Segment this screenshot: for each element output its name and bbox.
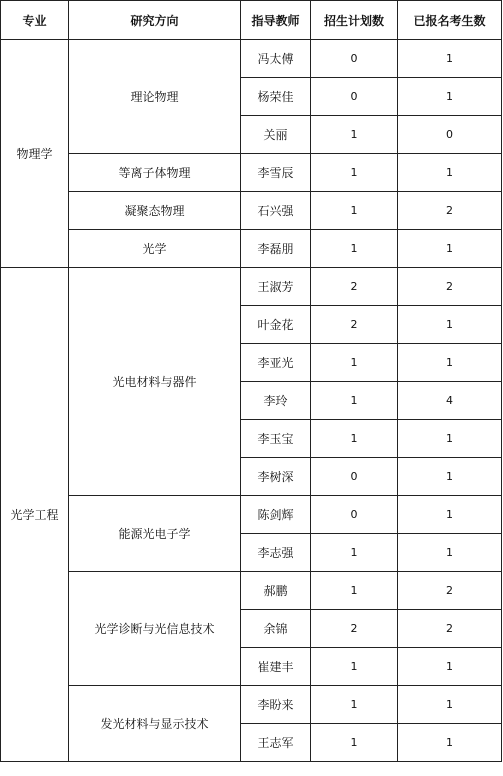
- applicants-cell: 2: [398, 572, 502, 610]
- direction-cell: 光学: [69, 230, 241, 268]
- applicants-cell: 2: [398, 268, 502, 306]
- direction-cell: 光学诊断与光信息技术: [69, 572, 241, 686]
- quota-cell: 1: [311, 420, 398, 458]
- applicants-cell: 1: [398, 724, 502, 762]
- direction-cell: 凝聚态物理: [69, 192, 241, 230]
- applicants-cell: 1: [398, 306, 502, 344]
- quota-cell: 0: [311, 458, 398, 496]
- direction-cell: 发光材料与显示技术: [69, 686, 241, 762]
- header-major: 专业: [1, 1, 69, 40]
- major-cell: 光学工程: [1, 268, 69, 762]
- advisor-cell: 李盼来: [241, 686, 311, 724]
- quota-cell: 1: [311, 686, 398, 724]
- quota-cell: 1: [311, 572, 398, 610]
- quota-cell: 1: [311, 724, 398, 762]
- quota-cell: 1: [311, 230, 398, 268]
- advisor-cell: 李雪辰: [241, 154, 311, 192]
- header-advisor: 指导教师: [241, 1, 311, 40]
- table-row: [1, 572, 502, 610]
- applicants-cell: 1: [398, 534, 502, 572]
- quota-cell: 1: [311, 192, 398, 230]
- applicants-cell: 1: [398, 40, 502, 78]
- advisor-cell: 关丽: [241, 116, 311, 154]
- table-row: [1, 230, 502, 268]
- advisor-cell: 李玲: [241, 382, 311, 420]
- advisor-cell: 王志军: [241, 724, 311, 762]
- quota-cell: 2: [311, 610, 398, 648]
- applicants-cell: 1: [398, 496, 502, 534]
- table-row: [1, 154, 502, 192]
- header-direction: 研究方向: [69, 1, 241, 40]
- quota-cell: 1: [311, 344, 398, 382]
- direction-cell: 理论物理: [69, 40, 241, 154]
- quota-cell: 0: [311, 78, 398, 116]
- quota-cell: 2: [311, 306, 398, 344]
- advisor-cell: 石兴强: [241, 192, 311, 230]
- header-row: [1, 1, 502, 40]
- advisor-cell: 叶金花: [241, 306, 311, 344]
- table-row: [1, 192, 502, 230]
- advisor-cell: 李树深: [241, 458, 311, 496]
- advisor-cell: 李玉宝: [241, 420, 311, 458]
- applicants-cell: 4: [398, 382, 502, 420]
- quota-cell: 2: [311, 268, 398, 306]
- major-cell: 物理学: [1, 40, 69, 268]
- advisor-cell: 陈剑辉: [241, 496, 311, 534]
- table-row: [1, 686, 502, 724]
- direction-cell: 光电材料与器件: [69, 268, 241, 496]
- direction-cell: 等离子体物理: [69, 154, 241, 192]
- advisor-cell: 冯太傅: [241, 40, 311, 78]
- quota-cell: 1: [311, 154, 398, 192]
- table-row: [1, 40, 502, 78]
- quota-cell: 0: [311, 40, 398, 78]
- advisor-cell: 李志强: [241, 534, 311, 572]
- applicants-cell: 1: [398, 458, 502, 496]
- table-row: [1, 268, 502, 306]
- advisor-cell: 李磊朋: [241, 230, 311, 268]
- advisor-cell: 王淑芳: [241, 268, 311, 306]
- advisor-cell: 杨荣佳: [241, 78, 311, 116]
- advisor-cell: 郝鹏: [241, 572, 311, 610]
- quota-cell: 1: [311, 534, 398, 572]
- applicants-cell: 1: [398, 154, 502, 192]
- applicants-cell: 1: [398, 344, 502, 382]
- quota-cell: 1: [311, 648, 398, 686]
- header-applicants: 已报名考生数: [398, 1, 502, 40]
- quota-cell: 1: [311, 116, 398, 154]
- advisor-cell: 李亚光: [241, 344, 311, 382]
- advisor-cell: 崔建丰: [241, 648, 311, 686]
- table-row: [1, 496, 502, 534]
- applicants-cell: 1: [398, 78, 502, 116]
- direction-cell: 能源光电子学: [69, 496, 241, 572]
- header-quota: 招生计划数: [311, 1, 398, 40]
- applicants-cell: 1: [398, 686, 502, 724]
- quota-cell: 1: [311, 382, 398, 420]
- quota-cell: 0: [311, 496, 398, 534]
- advisor-cell: 余锦: [241, 610, 311, 648]
- applicants-cell: 1: [398, 648, 502, 686]
- applicants-cell: 2: [398, 192, 502, 230]
- applicants-cell: 0: [398, 116, 502, 154]
- table-body: [1, 40, 502, 762]
- applicants-cell: 1: [398, 420, 502, 458]
- applicants-cell: 2: [398, 610, 502, 648]
- applicants-cell: 1: [398, 230, 502, 268]
